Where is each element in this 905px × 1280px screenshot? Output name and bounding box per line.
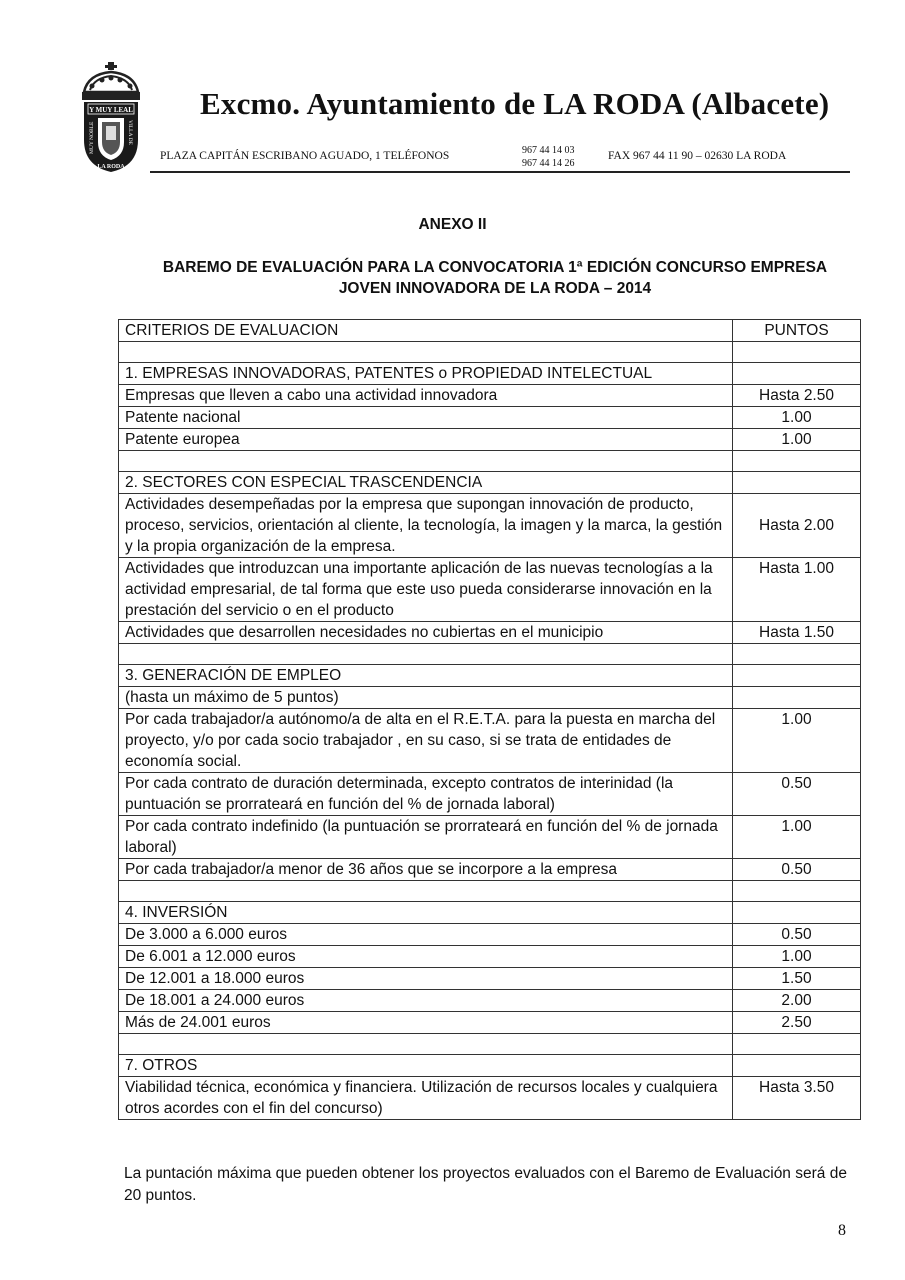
table-body xyxy=(119,342,861,1120)
points-cell: Hasta 1.50 xyxy=(733,622,861,644)
points-cell: 1.00 xyxy=(733,429,861,451)
table-row xyxy=(119,902,861,924)
table-row xyxy=(119,859,861,881)
phone-number-2: 967 44 14 26 xyxy=(522,158,575,169)
criteria-cell xyxy=(119,451,733,472)
criteria-cell: Por cada trabajador/a autónomo/a de alta en el R.E.T.A. para la puesta en marcha del proyecto, y/o por cada socio trabajador , en su caso, si se trata de entidades de economía social. xyxy=(119,709,733,773)
municipality-title: Excmo. Ayuntamiento de LA RODA (Albacete) xyxy=(200,86,830,121)
points-cell: 1.50 xyxy=(733,968,861,990)
points-cell xyxy=(733,451,861,472)
points-cell xyxy=(733,472,861,494)
phone-number-1: 967 44 14 03 xyxy=(522,145,575,156)
criteria-cell: Por cada trabajador/a menor de 36 años que se incorpore a la empresa xyxy=(119,859,733,881)
criteria-cell: Por cada contrato indefinido (la puntuación se prorrateará en función del % de jornada laboral) xyxy=(119,816,733,859)
criteria-cell xyxy=(119,342,733,363)
coat-of-arms-icon xyxy=(78,62,144,174)
table-row xyxy=(119,342,861,363)
header-divider xyxy=(150,171,850,173)
table-row xyxy=(119,363,861,385)
table-row xyxy=(119,429,861,451)
table-row xyxy=(119,773,861,816)
table-row xyxy=(119,946,861,968)
points-column-header: PUNTOS xyxy=(733,320,861,342)
criteria-cell: De 3.000 a 6.000 euros xyxy=(119,924,733,946)
points-cell: 1.00 xyxy=(733,407,861,429)
table-row xyxy=(119,451,861,472)
points-cell xyxy=(733,687,861,709)
maximum-score-note: La puntación máxima que pueden obtener los proyectos evaluados con el Baremo de Evaluación será de 20 puntos. xyxy=(124,1165,847,1204)
table-row xyxy=(119,665,861,687)
table-header-row xyxy=(119,320,861,342)
points-cell: 0.50 xyxy=(733,859,861,881)
criteria-cell: 3. GENERACIÓN DE EMPLEO xyxy=(119,665,733,687)
document-title: BAREMO DE EVALUACIÓN PARA LA CONVOCATORIA 1ª EDICIÓN CONCURSO EMPRESA JOVEN INNOVADORA DE LA RODA – 2014 xyxy=(162,259,828,297)
table-row xyxy=(119,816,861,859)
points-cell xyxy=(733,342,861,363)
table-row xyxy=(119,1077,861,1120)
table-row xyxy=(119,990,861,1012)
table-row xyxy=(119,709,861,773)
points-cell: 2.00 xyxy=(733,990,861,1012)
phone-numbers xyxy=(522,144,575,170)
table-row xyxy=(119,472,861,494)
points-cell: 1.00 xyxy=(733,816,861,859)
table-row xyxy=(119,644,861,665)
crest-right-text: VILLA DE xyxy=(127,120,133,145)
table-row xyxy=(119,924,861,946)
criteria-cell xyxy=(119,644,733,665)
points-cell xyxy=(733,881,861,902)
criteria-cell: 1. EMPRESAS INNOVADORAS, PATENTES o PROPIEDAD INTELECTUAL xyxy=(119,363,733,385)
criteria-cell: Actividades que desarrollen necesidades no cubiertas en el municipio xyxy=(119,622,733,644)
table-row xyxy=(119,881,861,902)
crest-banner-text: Y MUY LEAL xyxy=(89,106,133,114)
points-cell: Hasta 2.00 xyxy=(733,494,861,558)
table-row xyxy=(119,687,861,709)
table-row xyxy=(119,385,861,407)
table-row xyxy=(119,558,861,622)
table-row xyxy=(119,407,861,429)
points-cell: 1.00 xyxy=(733,946,861,968)
criteria-cell: Por cada contrato de duración determinada, excepto contratos de interinidad (la puntuación se prorrateará en función del % de jornada laboral) xyxy=(119,773,733,816)
criteria-cell: De 6.001 a 12.000 euros xyxy=(119,946,733,968)
criteria-cell: Empresas que lleven a cabo una actividad innovadora xyxy=(119,385,733,407)
points-cell xyxy=(733,363,861,385)
points-cell xyxy=(733,1055,861,1077)
points-cell xyxy=(733,665,861,687)
evaluation-criteria-table xyxy=(118,319,861,1120)
criteria-cell: 2. SECTORES CON ESPECIAL TRASCENDENCIA xyxy=(119,472,733,494)
points-cell: 0.50 xyxy=(733,773,861,816)
criteria-cell xyxy=(119,1034,733,1055)
points-cell xyxy=(733,1034,861,1055)
criteria-cell: De 18.001 a 24.000 euros xyxy=(119,990,733,1012)
crest-left-text: MUY NOBLE xyxy=(89,121,95,154)
table-row xyxy=(119,1055,861,1077)
points-cell: Hasta 3.50 xyxy=(733,1077,861,1120)
criteria-cell: Viabilidad técnica, económica y financiera. Utilización de recursos locales y cualquiera otros acordes con el fin del concurso) xyxy=(119,1077,733,1120)
table-row xyxy=(119,968,861,990)
criteria-cell: Más de 24.001 euros xyxy=(119,1012,733,1034)
criteria-cell: De 12.001 a 18.000 euros xyxy=(119,968,733,990)
points-cell: Hasta 2.50 xyxy=(733,385,861,407)
points-cell: 2.50 xyxy=(733,1012,861,1034)
annex-title: ANEXO II xyxy=(418,216,487,233)
criteria-cell: 7. OTROS xyxy=(119,1055,733,1077)
points-cell xyxy=(733,902,861,924)
criteria-cell xyxy=(119,881,733,902)
criteria-cell: 4. INVERSIÓN xyxy=(119,902,733,924)
criteria-column-header: CRITERIOS DE EVALUACION xyxy=(119,320,733,342)
criteria-cell: Patente europea xyxy=(119,429,733,451)
criteria-cell: (hasta un máximo de 5 puntos) xyxy=(119,687,733,709)
table-row xyxy=(119,1012,861,1034)
address-text: PLAZA CAPITÁN ESCRIBANO AGUADO, 1 TELÉFONOS xyxy=(160,150,450,162)
points-cell: 1.00 xyxy=(733,709,861,773)
fax-text: FAX 967 44 11 90 – 02630 LA RODA xyxy=(608,150,787,162)
table-row xyxy=(119,1034,861,1055)
criteria-cell: Patente nacional xyxy=(119,407,733,429)
points-cell: Hasta 1.00 xyxy=(733,558,861,622)
points-cell: 0.50 xyxy=(733,924,861,946)
points-cell xyxy=(733,644,861,665)
table-row xyxy=(119,622,861,644)
page-number: 8 xyxy=(838,1222,846,1239)
crest-bottom-text: LA RODA xyxy=(97,164,125,170)
table-row xyxy=(119,494,861,558)
criteria-cell: Actividades que introduzcan una importante aplicación de las nuevas tecnologías a la actividad empresarial, de tal forma que este uso pueda considerarse innovación en la prestación del servicio o en el producto xyxy=(119,558,733,622)
criteria-cell: Actividades desempeñadas por la empresa que supongan innovación de producto, proceso, servicios, orientación al cliente, la tecnología, la imagen y la marca, la gestión y la propia organización de la empresa. xyxy=(119,494,733,558)
